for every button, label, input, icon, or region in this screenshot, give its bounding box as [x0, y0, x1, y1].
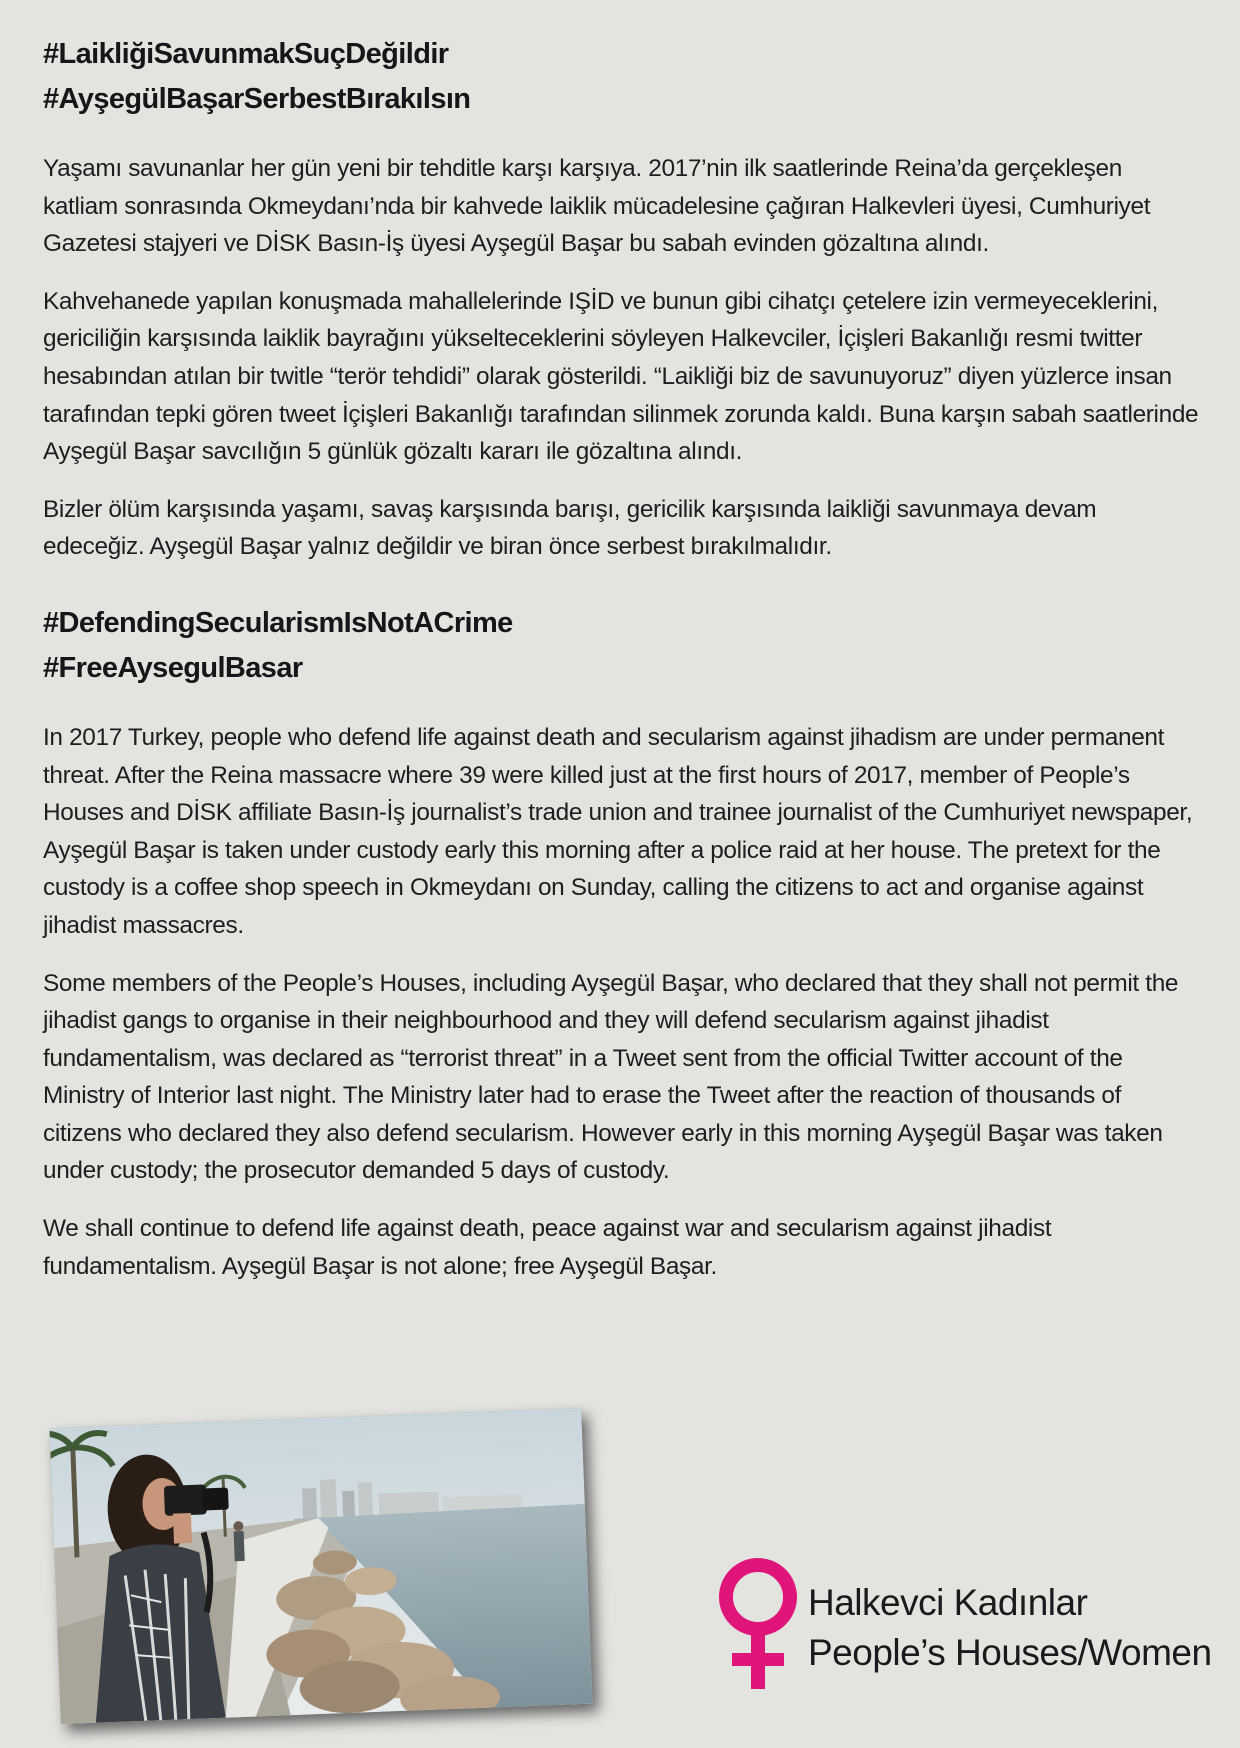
turkish-paragraph: Yaşamı savunanlar her gün yeni bir tehditle karşı karşıya. 2017’nin ilk saatlerinde Reina’da gerçekleşen katliam sonrasında Okmeydanı’nda bir kahvede laiklik mücadelesine çağıran Halkevleri üyesi, Cumhuriyet Gazetesi stajyeri ve DİSK Basın-İş üyesi Ayşegül Başar bu sabah evinden gözaltına alındı.: [43, 155, 1151, 258]
footer: [0, 1400, 1240, 1730]
hashtag-free-basar-en: #FreeAysegulBasar: [43, 651, 303, 684]
turkish-hashtags: [43, 32, 1203, 122]
organization-name-en: People’s Houses/Women: [808, 1632, 1212, 1673]
organization-name: [808, 1578, 1212, 1678]
english-paragraph: In 2017 Turkey, people who defend life against death and secularism against jihadism are under permanent threat. After the Reina massacre where 39 were killed just at the first hours of 2017, member of People’s Houses and DİSK affiliate Basın-İş journalist’s trade union and trainee journalist of the Cumhuriyet newspaper, Ayşegül Başar is taken under custody early this morning after a police raid at her house. The pretext for the custody is a coffee shop speech in Okmeydanı on Sunday, calling the citizens to act and organise against jihadist massacres.: [43, 723, 1193, 939]
hashtag-secularism-tr: #LaikliğiSavunmakSuçDeğildir: [43, 38, 449, 70]
turkish-paragraph: Bizler ölüm karşısında yaşamı, savaş karşısında barışı, gericilik karşısında laikliği savunmaya devam edeceğiz. Ayşegül Başar yalnız değildir ve biran önce serbest bırakılmalıdır.: [43, 495, 1097, 561]
photo-woman-with-camera: [50, 1408, 593, 1724]
organization-name-tr: Halkevci Kadınlar: [808, 1582, 1088, 1623]
english-section: [43, 601, 1203, 1285]
hashtag-secularism-en: #DefendingSecularismIsNotACrime: [43, 606, 513, 639]
english-hashtags: [43, 601, 1203, 691]
english-paragraph: We shall continue to defend life against death, peace against war and secularism against jihadist fundamentalism. Ayşegül Başar is not alone; free Ayşegül Başar.: [43, 1215, 1052, 1280]
hashtag-free-basar-tr: #AyşegülBaşarSerbestBırakılsın: [43, 83, 471, 115]
english-paragraph: Some members of the People’s Houses, including Ayşegül Başar, who declared that they shall not permit the jihadist gangs to organise in their neighbourhood and they will defend secularism against jihadist fundamentalism, was declared as “terrorist threat” in a Tweet sent from the official Twitter account of the Ministry of Interior last night. The Ministry later had to erase the Tweet after the reaction of thousands of citizens who declared they also defend secularism. However early in this morning Ayşegül Başar was taken under custody; the prosecutor demanded 5 days of custody.: [43, 969, 1179, 1185]
document-body: [43, 32, 1203, 1305]
turkish-section: [43, 32, 1203, 566]
turkish-paragraph: Kahvehanede yapılan konuşmada mahallelerinde IŞİD ve bunun gibi cihatçı çetelere izin vermeyeceklerini, gericiliğin karşısında laiklik bayrağını yükselteceklerini söyleyen Halkevciler, İçişleri Bakanlığı resmi twitter hesabından atılan bir twitle “terör tehdidi” olarak gösterildi. “Laikliği biz de savunuyoruz” diyen yüzlerce insan tarafından tepki gören tweet İçişleri Bakanlığı tarafından silinmek zorunda kaldı. Buna karşın sabah saatlerinde Ayşegül Başar savcılığın 5 günlük gözaltı kararı ile gözaltına alındı.: [43, 287, 1199, 466]
female-symbol-logo-icon: [710, 1555, 810, 1695]
